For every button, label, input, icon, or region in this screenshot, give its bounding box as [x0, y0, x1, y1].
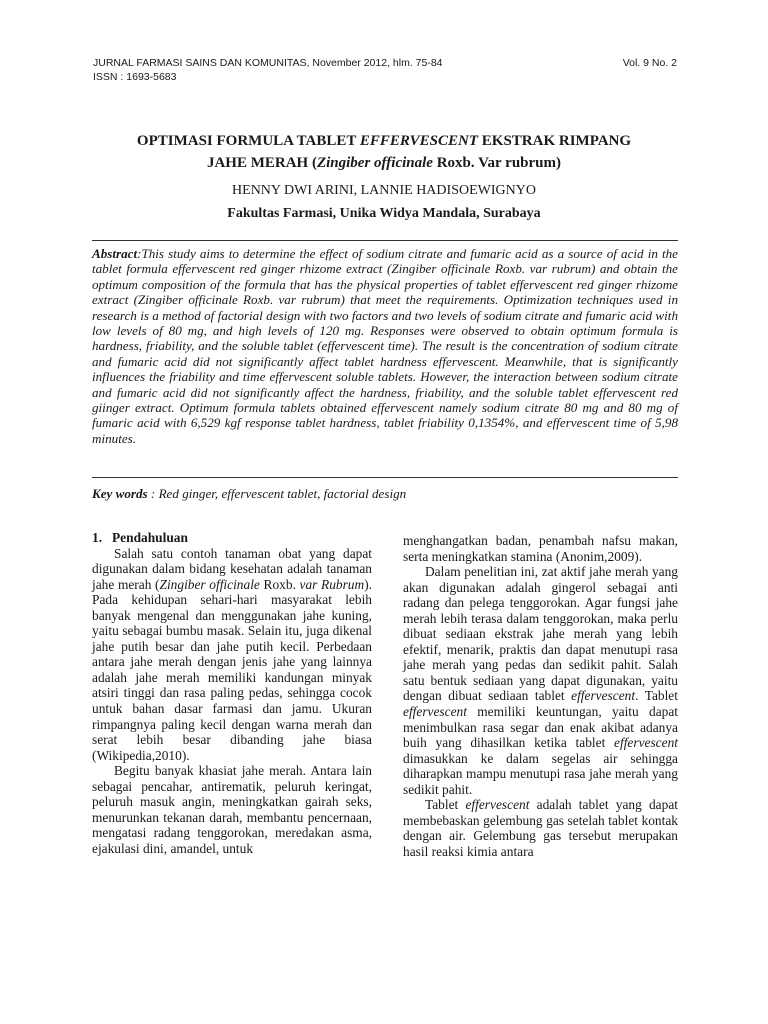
text: memiliki keuntungan, yaitu dapat menimbulkan rasa segar dan enak akibat adanya buih yang dihasilkan ketika tablet [403, 704, 678, 751]
left-column [92, 530, 372, 856]
right-column [403, 533, 678, 859]
abstract-top-rule [92, 240, 678, 241]
paragraph: Begitu banyak khasiat jahe merah. Antara lain sebagai pencahar, antirematik, peluruh keringat, peluruh masuk angin, meningkatkan gairah seks, menurunkan tekanan darah, membantu pencernaan, mengatasi radang tenggorokan, meredakan asma, ejakulasi dini, amandel, untuk [92, 763, 372, 856]
text: ). Pada kehidupan sehari-hari masyarakat lebih banyak mengenal dan menggunakan jahe kuning, yaitu sebagai bumbu masak. Selain itu, juga dikenal jahe putih besar dan jahe putih kecil. Perbedaan antara jahe merah dengan jenis jahe yang lainnya adalah jahe merah memiliki kandungan minyak atsiri tinggi dan rasa paling pedas, sehingga cocok untuk bahan dasar farmasi dan jamu. Ukuran rimpangnya paling kecil dengan warna merah dan serat lebih besar dibanding jahe biasa (Wikipedia,2010). [92, 576, 372, 763]
abstract-label: Abstract [92, 246, 138, 261]
paragraph [403, 564, 678, 797]
text: Tablet [425, 797, 466, 813]
title-text: EKSTRAK RIMPANG [478, 133, 632, 149]
text-italic: effervescent [614, 735, 678, 751]
section-number: 1. [92, 530, 103, 545]
authors: HENNY DWI ARINI, LANNIE HADISOEWIGNYO [232, 183, 536, 198]
running-header [93, 56, 677, 84]
keywords-text: : Red ginger, effervescent tablet, factorial design [147, 486, 407, 501]
paragraph [92, 546, 372, 764]
text-italic: effervescent [571, 688, 636, 704]
keywords [92, 486, 678, 502]
paper-title [60, 130, 708, 174]
volume-number: Vol. 9 No. 2 [622, 57, 677, 69]
title-text: JAHE MERAH ( [206, 155, 317, 171]
journal-citation: JURNAL FARMASI SAINS DAN KOMUNITAS, November 2012, hlm. 75-84 [93, 57, 443, 69]
title-text: Roxb. Var rubrum) [432, 155, 562, 171]
issn: ISSN : 1693-5683 [93, 71, 177, 83]
text-italic: var Rubrum [299, 576, 365, 592]
text: Salah satu contoh tanaman obat yang dapat digunakan dalam bidang kesehatan adalah tanaman jahe merah ( [92, 545, 372, 592]
text-italic: effervescent [465, 797, 530, 813]
abstract [92, 246, 678, 446]
paragraph [403, 797, 678, 859]
text: . Tablet [635, 688, 678, 704]
section-heading [92, 530, 372, 546]
text-italic: effervescent [403, 704, 467, 720]
abstract-bottom-rule [92, 477, 678, 478]
abstract-text: :This study aims to determine the effect of sodium citrate and fumaric acid as a source of acid in the tablet formula effervescent red ginger rhizome extract (Zingiber officinale Roxb. var rubrum) and obtain the optimum composition of the formula that has the physical properties of tablet effervescent red ginger rhizome extract (Zingiber officinale Roxb. var rubrum) that meet the requirements. Optimization techniques used in research is a method of factorial design with two factors and two levels of sodium citrate and fumaric acid with low levels of 80 mg, and high levels of 120 mg. Responses were observed to obtain optimum formula is hardness, friability, and the soluble tablet (effervescent time). The result is the concentration of sodium citrate and fumaric acid did not significantly affect tablet hardness effervescent. Meanwhile, that is significantly influences the friability and time effervescent soluble tablets. However, the interaction between sodium citrate and fumaric acid did not significantly affect the hardness, friability, and the soluble tablet effervescent red giinger extract. Optimum formula tablets obtained effervescent namely sodium citrate 80 mg and 80 mg of fumaric acid with 6,529 kgf response tablet hardness, tablet friability 0,1354%, and effervescent time of 5,98 minutes. [92, 246, 678, 446]
paragraph: menghangatkan badan, penambah nafsu makan, serta meningkatkan stamina (Anonim,2009). [403, 533, 678, 564]
text: Roxb. [259, 576, 300, 592]
text-italic: Zingiber officinale [159, 576, 260, 592]
title-text: OPTIMASI FORMULA TABLET [136, 133, 360, 149]
title-italic: EFFERVESCENT [359, 133, 479, 149]
text: dimasukkan ke dalam segelas air sehingga diharapkan mampu menutupi rasa jahe merah yang sedikit pahit. [403, 750, 678, 797]
title-italic: Zingiber officinale [316, 155, 433, 171]
keywords-label: Key words [92, 486, 148, 501]
section-title: Pendahuluan [112, 530, 188, 545]
affiliation: Fakultas Farmasi, Unika Widya Mandala, Surabaya [227, 206, 541, 221]
text: Dalam penelitian ini, zat aktif jahe merah yang akan digunakan adalah gingerol sebagai anti radang dan pelega tenggorokan. Agar fungsi jahe merah lebih terasa dalam tenggorokan, maka perlu dibuat sediaan ekstrak jahe merah yang lebih efektif, menarik, praktis dan dapat menutupi rasa jahe merah yang pedas dan sedikit pahit. Salah satu bentuk sediaan yang dapat digunakan, yaitu dengan dibuat sediaan tablet [403, 564, 678, 704]
text: adalah tablet yang dapat membebaskan gelembung gas setelah tablet kontak dengan air. Gelembung gas tersebut merupakan hasil reaksi kimia antara [403, 797, 678, 859]
